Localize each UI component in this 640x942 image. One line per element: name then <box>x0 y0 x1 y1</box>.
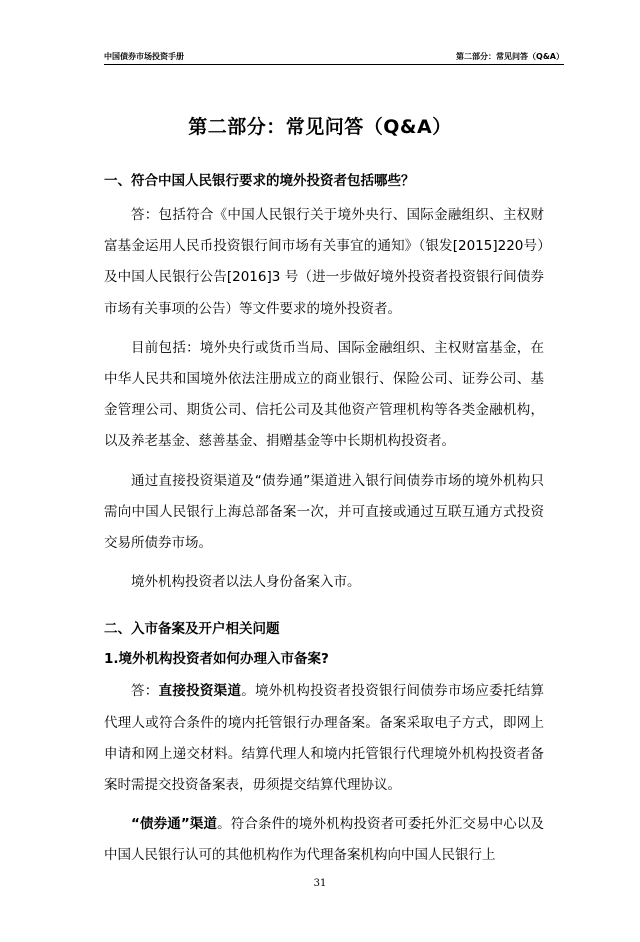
section-1-heading: 一、符合中国人民银行要求的境外投资者包括哪些？ <box>104 173 415 189</box>
question-1-heading: 1.境外机构投资者如何办理入市备案? <box>104 651 329 668</box>
page-number: 31 <box>313 878 327 889</box>
direct-channel-text: 。境外机构投资者投资银行间债券市场应委托结算代理人或符合条件的境内托管银行办理备案。备案采取电子方式，即网上申请和网上递交材料。结算代理人和境内托管银行代理境外机构投资者备案时需提交投资备案表，毋须提交结算代理协议。 <box>104 683 545 794</box>
bond-connect-text: 。符合条件的境外机构投资者可委托外汇交易中心以及中国人民银行认可的其他机构作为代理备案机构向中国人民银行上 <box>104 816 544 864</box>
header-left-title: 中国债券市场投资手册 <box>104 52 184 61</box>
section-1-paragraph-1: 答：包括符合《中国人民银行关于境外央行、国际金融组织、主权财富基金运用人民币投资银行间市场有关事宜的通知》（银发[2015]220号）及中国人民银行公告[2016]3 号（进一步做好境外投资者投资银行间债券市场有关事项的公告）等文件要求的境外投资者。 <box>104 207 544 317</box>
section-1-paragraph-3: 通过直接投资渠道及“债券通”渠道进入银行间债券市场的境外机构只需向中国人民银行上海总部备案一次，并可直接或通过互联互通方式投资交易所债券市场。 <box>104 472 544 552</box>
running-header <box>104 46 564 62</box>
page-title: 第二部分：常见问答（Q&A） <box>188 116 452 138</box>
section-spacer <box>104 606 544 618</box>
section-1-paragraph-2: 目前包括：境外央行或货币当局、国际金融组织、主权财富基金，在中华人民共和国境外依法注册成立的商业银行、保险公司、证券公司、基金管理公司、期货公司、信托公司及其他资产管理机构等各类金融机构，以及养老基金、慈善基金、捐赠基金等中长期机构投资者。 <box>104 339 544 450</box>
answer-prefix: 答： <box>131 683 159 700</box>
direct-channel-label: 直接投资渠道 <box>158 683 242 700</box>
header-divider <box>104 64 564 65</box>
section-2-heading: 二、入市备案及开户相关问题 <box>104 621 280 638</box>
section-2-paragraph-2 <box>104 809 544 871</box>
bond-connect-label: “债券通”渠道 <box>131 816 218 833</box>
section-2-paragraph-1 <box>104 676 544 801</box>
document-body <box>104 170 544 880</box>
section-1-paragraph-4: 境外机构投资者以法人身份备案入市。 <box>131 574 361 591</box>
header-right-title: 第二部分：常见问答（Q&A） <box>456 52 564 61</box>
